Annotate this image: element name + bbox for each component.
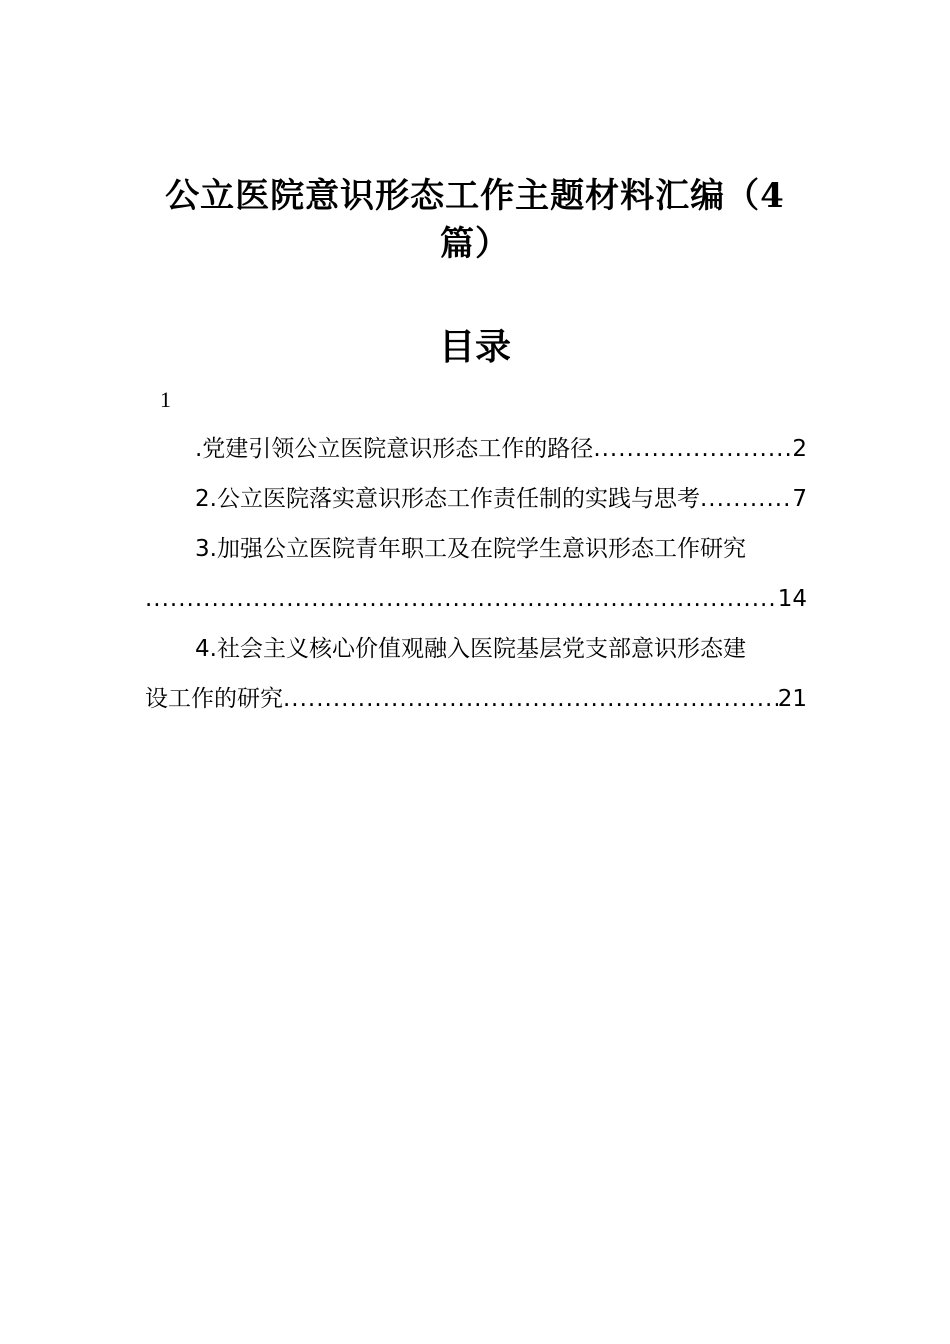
- document-title-line-1: 公立医院意识形态工作主题材料汇编（4: [165, 176, 785, 216]
- toc-entry-3-title: 3.加强公立医院青年职工及在院学生意识形态工作研究: [195, 536, 746, 562]
- toc-entry-4[interactable]: [145, 624, 807, 724]
- toc-entry-4-title-part-2: 设工作的研究: [145, 686, 283, 712]
- toc-entry-2-title: 2.公立医院落实意识形态工作责任制的实践与思考: [195, 486, 700, 512]
- toc-entry-1-line: [145, 424, 807, 474]
- toc-entry-4-title-part-1: 4.社会主义核心价值观融入医院基层党支部意识形态建: [195, 636, 746, 662]
- footnote-marker: 1: [160, 387, 171, 412]
- toc-entry-3[interactable]: [145, 524, 807, 624]
- toc-entry-4-line-2: [145, 674, 807, 724]
- toc-entry-3-page: 14: [777, 586, 807, 612]
- toc-entry-2-line: [145, 474, 807, 524]
- document-title: [140, 172, 810, 268]
- toc-entry-4-line-1: [145, 624, 807, 674]
- toc-dot-leader: [593, 424, 792, 474]
- toc-entry-3-line-2: [145, 574, 807, 624]
- toc-entry-2[interactable]: [145, 474, 807, 524]
- toc-entry-1-page: 2: [792, 436, 807, 462]
- toc-dot-leader: [700, 474, 792, 524]
- toc-heading: 目录: [438, 326, 511, 368]
- toc-dot-leader: [283, 674, 778, 724]
- toc-dot-leader: [145, 574, 778, 624]
- table-of-contents: [145, 424, 807, 724]
- document-title-line-2: 篇）: [440, 224, 510, 264]
- toc-entry-4-page: 21: [777, 686, 807, 712]
- toc-entry-1-title: .党建引领公立医院意识形态工作的路径: [195, 436, 594, 462]
- toc-entry-2-page: 7: [792, 486, 807, 512]
- toc-entry-1[interactable]: [145, 424, 807, 474]
- toc-entry-3-line-1: [145, 524, 807, 574]
